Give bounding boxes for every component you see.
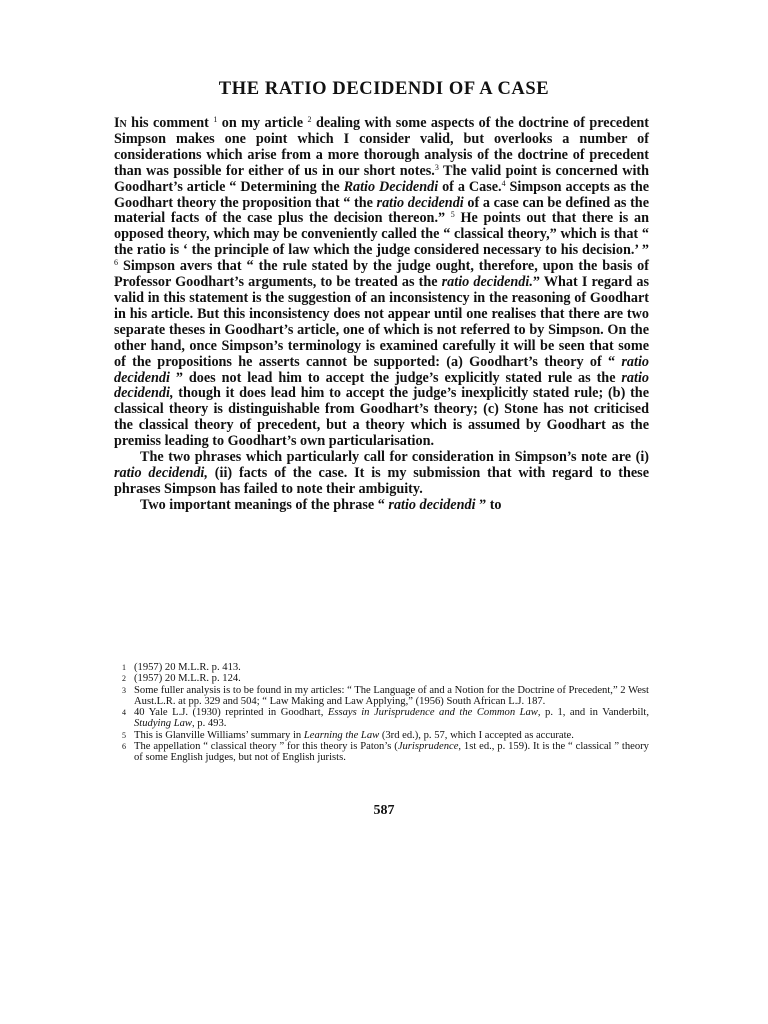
text-run: of a Case.	[438, 178, 502, 195]
footnote	[122, 741, 649, 764]
text-run: Simpson avers that “ the rule stated by the judge ought, therefore, upon the basis of Professor Goodhart’s arguments, to be treated as the	[114, 258, 649, 291]
text-run: ” does not lead him to accept the judge’s explicitly stated rule as the	[169, 369, 622, 386]
text-run: Two important meanings of the phrase “	[140, 496, 389, 513]
footnotes	[122, 662, 649, 764]
italic-text: Learning the Law	[303, 729, 380, 741]
footnote-number: 2	[122, 674, 126, 684]
italic-text: ratio decidendi	[114, 353, 649, 386]
footnote-ref: 1	[213, 115, 218, 124]
text-run: ” to	[475, 496, 502, 513]
text-run: on my article	[217, 115, 308, 131]
footnote	[122, 685, 649, 708]
text-run: In	[114, 115, 127, 131]
paragraph	[114, 450, 649, 498]
italic-text: ratio decidendi	[376, 194, 464, 211]
footnote-ref: 4	[501, 178, 506, 188]
text-run: his comment	[126, 115, 214, 131]
footnote-number: 6	[122, 742, 126, 752]
text-run: though it does lead him to accept the judge’s inexplicitly stated rule; (b) the classical theory is distinguishable from Goodhart’s theory; (c) Stone has not criticised the classical theory of precedent, but a theory which is assumed by Goodhart as the premiss leading to Goodhart’s own particularisation.	[114, 385, 649, 450]
footnote-ref: 5	[450, 210, 455, 220]
footnote	[122, 707, 649, 730]
italic-text: Ratio Decidendi	[343, 178, 439, 195]
article-title: THE RATIO DECIDENDI OF A CASE	[218, 79, 550, 99]
article-body	[114, 116, 649, 514]
footnote-number: 3	[122, 685, 126, 695]
paragraph	[114, 498, 649, 514]
footnote-number: 5	[122, 730, 126, 740]
italic-text: ratio decidendi.	[441, 274, 533, 291]
text-run: , 1st ed., p. 159). It is the “ classical ” theory of some English judges, but not of English jurists.	[134, 741, 649, 764]
text-run: This is Glanville Williams’ summary in	[134, 729, 304, 741]
page-number: 587	[373, 803, 395, 818]
italic-text: ratio decidendi,	[114, 464, 208, 481]
text-run: Some fuller analysis is to be found in my articles: “ The Language of and a Notion for the Doctrine of Precedent,” 2 West Aust.L.R. at pp. 329 and 504; “ Law Making and Law Applying,” (1956) South African L.J. 187.	[134, 684, 649, 707]
footnote	[122, 730, 649, 741]
footnote-ref: 3	[434, 162, 439, 172]
paragraph	[114, 116, 649, 450]
footnote	[122, 673, 649, 684]
footnote-number: 1	[122, 663, 126, 672]
text-run: (1957) 20 M.L.R. p. 413.	[134, 662, 241, 673]
text-run: , p. 1, and in Vanderbilt,	[537, 707, 650, 719]
text-run: of a case can be defined as the material facts of the case plus the decision thereon.”	[114, 194, 649, 227]
footnote-number: 4	[122, 708, 126, 718]
italic-text: ratio decidendi	[388, 496, 476, 513]
text-run: ” What I regard as valid in this statement is the suggestion of an inconsistency in the reasoning of Goodhart in his article. But this inconsistency does not appear until one realises that there are two separate theses in Goodhart’s article, one of which is not referred to by Simpson. On the other hand, once Simpson’s terminology is examined carefully it will be seen that some of the propositions he asserts cannot be supported: (a) Goodhart’s theory of “	[114, 274, 649, 370]
text-run: The two phrases which particularly call for consideration in Simpson’s note are (i)	[140, 449, 649, 466]
text-run: (3rd ed.), p. 57, which I accepted as accurate.	[379, 729, 574, 741]
text-run: The valid point is concerned with Goodhart’s article “ Determining the	[114, 162, 650, 195]
text-run: dealing with some aspects of the doctrine of precedent Simpson makes one point which I consider valid, but overlooks a number of considerations which arise from a more thorough analysis of the doctrine of precedent than was possible for either of us in our short notes.	[114, 115, 649, 179]
text-run: (ii) facts of the case. It is my submission that with regard to these phrases Simpson has failed to note their ambiguity.	[114, 464, 649, 497]
italic-text: Studying Law	[134, 718, 192, 730]
italic-text: Essays in Jurisprudence and the Common Law	[327, 707, 538, 719]
footnote-ref: 6	[114, 258, 118, 268]
text-run: , p. 493.	[191, 718, 227, 730]
text-run: Simpson accepts as the Goodhart theory the proposition that “ the	[114, 178, 650, 211]
footnote	[122, 662, 649, 673]
italic-text: Jurisprudence	[397, 741, 459, 753]
text-run: (1957) 20 M.L.R. p. 124.	[134, 673, 241, 685]
text-run: He points out that there is an opposed theory, which may be conveniently called the “ classical theory,” which is that “ the ratio is ‘ the principle of law which the judge considered necessary to his decision.’ ”	[114, 210, 649, 259]
text-run: 40 Yale L.J. (1930) reprinted in Goodhart,	[134, 707, 328, 719]
footnote-ref: 2	[307, 115, 312, 124]
text-run: The appellation “ classical theory ” for this theory is Paton’s (	[134, 741, 398, 753]
italic-text: ratio decidendi,	[114, 369, 649, 402]
